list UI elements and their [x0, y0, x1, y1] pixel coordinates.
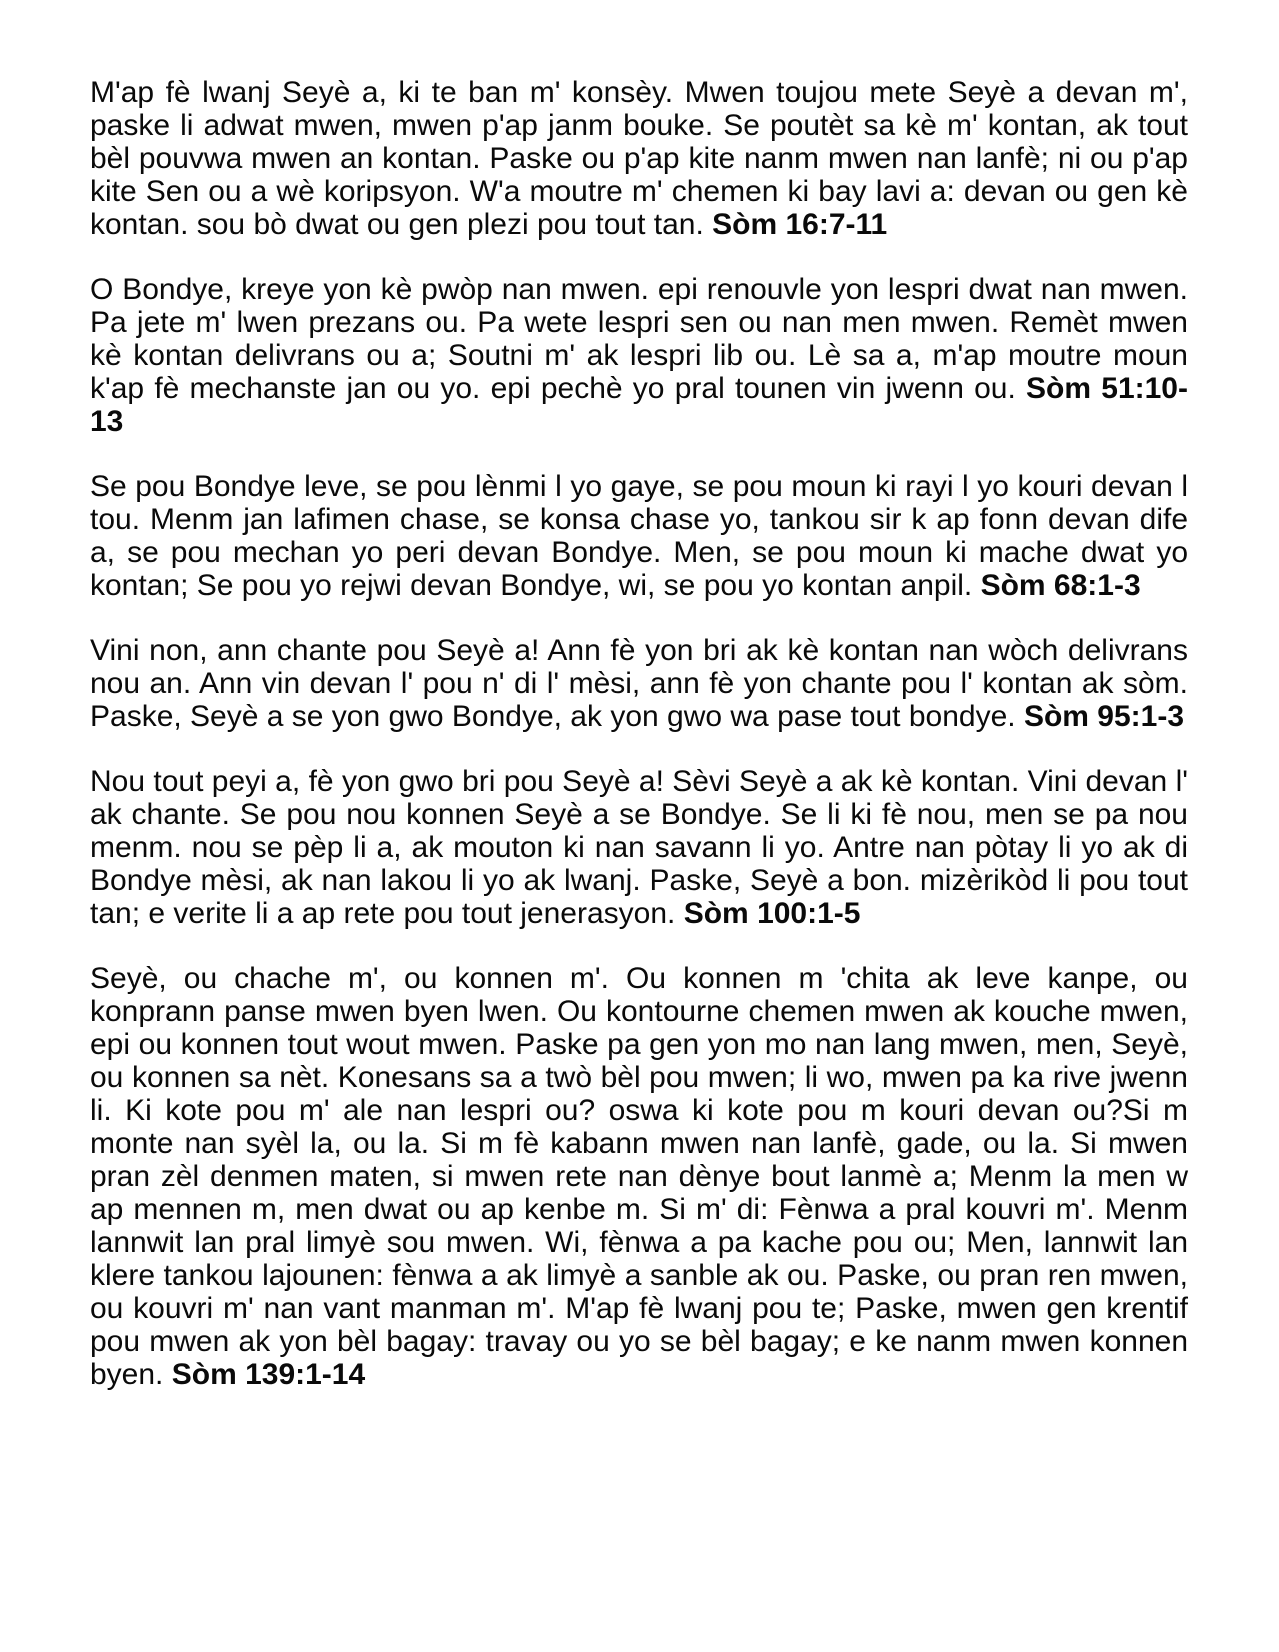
passage-text: Vini non, ann chante pou Seyè a! Ann fè yon bri ak kè kontan nan wòch delivrans nou an. Ann vin devan l' pou n' di l' mèsi, ann fè yon chante pou l' kontan ak sòm. Paske, Seyè a se yon gwo Bondye, ak yon gwo wa pase tout bondye. — [90, 634, 1188, 733]
scripture-reference: Sòm 100:1-5 — [683, 897, 861, 930]
passage-3 — [90, 470, 1188, 602]
passage-6 — [90, 962, 1188, 1391]
passage-1 — [90, 76, 1188, 241]
passage-text: M'ap fè lwanj Seyè a, ki te ban m' konsèy. Mwen toujou mete Seyè a devan m', paske li adwat mwen, mwen p'ap janm bouke. Se poutèt sa kè m' kontan, ak tout bèl pouvwa mwen an kontan. Paske ou p'ap kite nanm mwen nan lanfè; ni ou p'ap kite Sen ou a wè koripsyon. W'a moutre m' chemen ki bay lavi a: devan ou gen kè kontan. sou bò dwat ou gen plezi pou tout tan. — [90, 76, 1188, 241]
passage-text: Seyè, ou chache m', ou konnen m'. Ou konnen m 'chita ak leve kanpe, ou konprann panse mwen byen lwen. Ou kontourne chemen mwen ak kouche mwen, epi ou konnen tout wout mwen. Paske pa gen yon mo nan lang mwen, men, Seyè, ou konnen sa nèt. Konesans sa a twò bèl pou mwen; li wo, mwen pa ka rive jwenn li. Ki kote pou m' ale nan lespri ou? oswa ki kote pou m kouri devan ou?Si m monte nan syèl la, ou la. Si m fè kabann mwen nan lanfè, gade, ou la. Si mwen pran zèl denmen maten, si mwen rete nan dènye bout lanmè a; Menm la men w ap mennen m, men dwat ou ap kenbe m. Si m' di: Fènwa a pral kouvri m'. Menm lannwit lan pral limyè sou mwen. Wi, fènwa a pa kache pou ou; Men, lannwit lan klere tankou lajounen: fènwa a ak limyè a sanble ak ou. Paske, ou pran ren mwen, ou kouvri m' nan vant manman m'. M'ap fè lwanj pou te; Paske, mwen gen krentif pou mwen ak yon bèl bagay: travay ou yo se bèl bagay; e ke nanm mwen konnen byen. — [90, 962, 1188, 1391]
passage-text: O Bondye, kreye yon kè pwòp nan mwen. epi renouvle yon lespri dwat nan mwen. Pa jete m' lwen prezans ou. Pa wete lespri sen ou nan men mwen. Remèt mwen kè kontan delivrans ou a; Soutni m' ak lespri lib ou. Lè sa a, m'ap moutre moun k'ap fè mechanste jan ou yo. epi pechè yo pral tounen vin jwenn ou. — [90, 273, 1188, 405]
passage-5 — [90, 765, 1188, 930]
scripture-reference: Sòm 68:1-3 — [980, 569, 1141, 602]
scripture-reference: Sòm 139:1-14 — [171, 1358, 366, 1391]
passage-2 — [90, 273, 1188, 438]
scripture-reference: Sòm 95:1-3 — [1023, 700, 1185, 733]
scripture-reference: Sòm 16:7-11 — [712, 208, 888, 241]
passage-text: Se pou Bondye leve, se pou lènmi l yo gaye, se pou moun ki rayi l yo kouri devan l tou. Menm jan lafimen chase, se konsa chase yo, tankou sir k ap fonn devan dife a, se pou mechan yo peri devan Bondye. Men, se pou moun ki mache dwat yo kontan; Se pou yo rejwi devan Bondye, wi, se pou yo kontan anpil. — [90, 470, 1188, 602]
scripture-reference: Sòm 51:10-13 — [90, 372, 1188, 438]
document-page — [90, 76, 1188, 1423]
passage-text: Nou tout peyi a, fè yon gwo bri pou Seyè a! Sèvi Seyè a ak kè kontan. Vini devan l' ak chante. Se pou nou konnen Seyè a se Bondye. Se li ki fè nou, men se pa nou menm. nou se pèp li a, ak mouton ki nan savann li yo. Antre nan pòtay li yo ak di Bondye mèsi, ak nan lakou li yo ak lwanj. Paske, Seyè a bon. mizèrikòd li pou tout tan; e verite li a ap rete pou tout jenerasyon. — [90, 765, 1188, 930]
passage-4 — [90, 634, 1188, 733]
